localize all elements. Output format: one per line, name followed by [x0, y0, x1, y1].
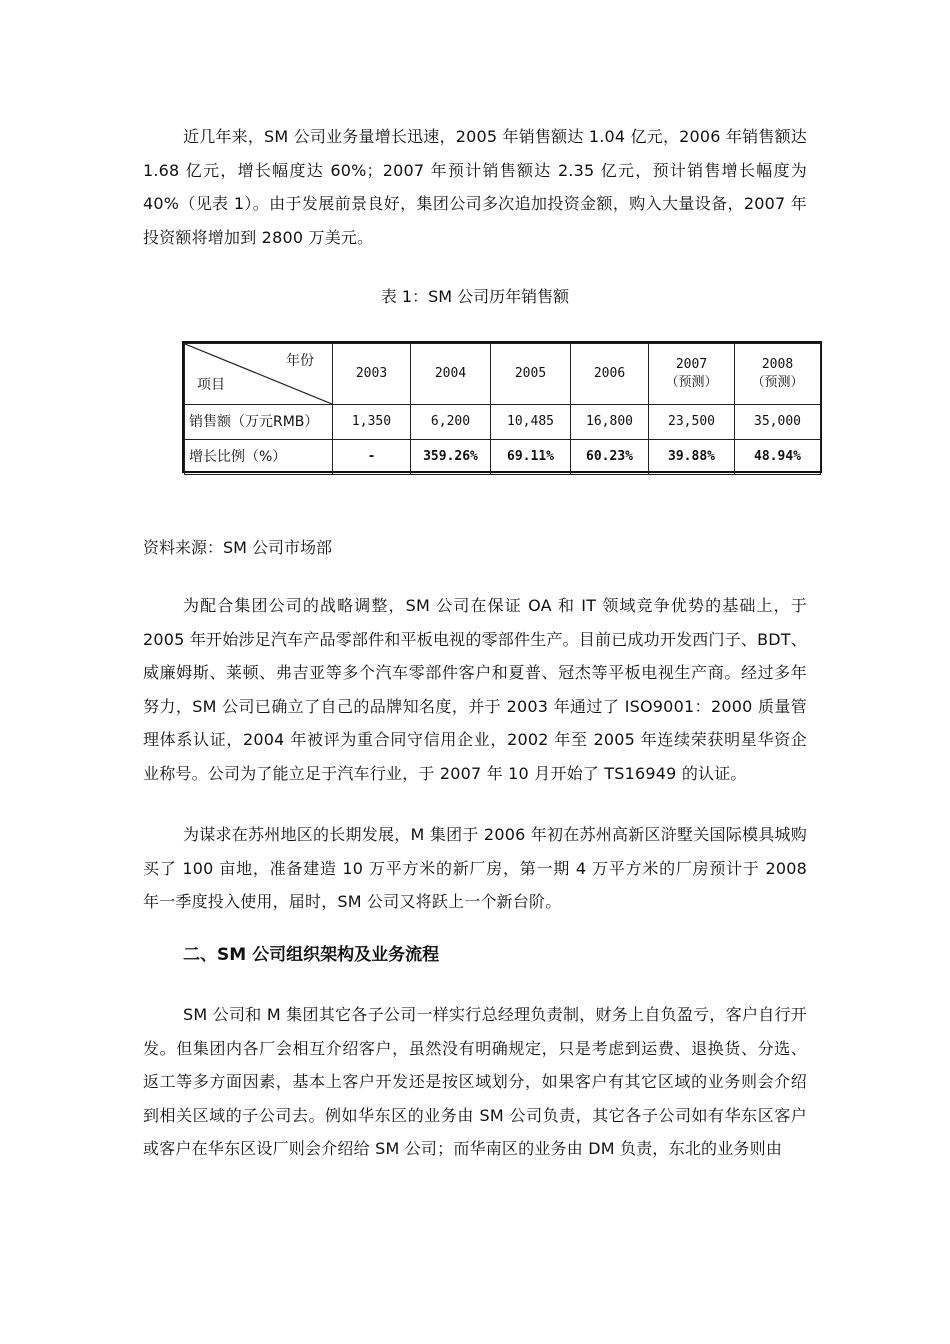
- corner-label-item: 项目: [197, 377, 225, 393]
- sales-cell: 6,200: [411, 405, 491, 440]
- paragraph-sales-growth: 近几年来，SM 公司业务量增长迅速，2005 年销售额达 1.04 亿元，2006 年销售额达 1.68 亿元，增长幅度达 60%；2007 年预计销售额达 2.35 亿元，预计销售增长幅度为 40%（见表 1）。由于发展前景良好，集团公司多次追加投资金额，购入大量设备，2007 年投资额将增加到 2800 万美元。: [143, 127, 807, 247]
- table-row-growth: [185, 440, 821, 475]
- sales-cell: 1,350: [333, 405, 411, 440]
- growth-cell: 39.88%: [649, 440, 735, 475]
- growth-cell: 60.23%: [571, 440, 649, 475]
- row-label-sales: 销售额（万元RMB）: [185, 405, 333, 440]
- year-header: 2003: [333, 344, 411, 405]
- paragraph-expansion: 为谋求在苏州地区的长期发展，M 集团于 2006 年初在苏州高新区浒墅关国际模具城购买了 100 亩地，准备建造 10 万平方米的新厂房，第一期 4 万平方米的厂房预计于 2008 年一季度投入使用，届时，SM 公司又将跃上一个新台阶。: [143, 825, 807, 911]
- sales-table: [182, 341, 822, 473]
- sales-cell: 10,485: [491, 405, 571, 440]
- year-header: 2005: [491, 344, 571, 405]
- year-header-forecast: [649, 344, 735, 405]
- table-corner-cell: [185, 344, 333, 405]
- table-caption: 表 1：SM 公司历年销售额: [380, 287, 570, 306]
- growth-cell: 359.26%: [411, 440, 491, 475]
- growth-cell: 69.11%: [491, 440, 571, 475]
- table-row-sales: [185, 405, 821, 440]
- year-header: 2004: [411, 344, 491, 405]
- row-label-growth: 增长比例（%）: [185, 440, 333, 475]
- sales-cell: 16,800: [571, 405, 649, 440]
- forecast-note: （预测）: [665, 375, 718, 390]
- year-header-forecast: [735, 344, 821, 405]
- paragraph-organization: SM 公司和 M 集团其它各子公司一样实行总经理负责制，财务上自负盈亏，客户自行开发。但集团内各厂会相互介绍客户，虽然没有明确规定，只是考虑到运费、退换货、分选、返工等多方面因素，基本上客户开发还是按区域划分，如果客户有其它区域的业务则会介绍到相关区域的子公司去。例如华东区的业务由 SM 公司负责，其它各子公司如有华东区客户或客户在华东区设厂则会介绍给 SM 公司；而华南区的业务由 DM 负责，东北的业务则由: [143, 1005, 807, 1158]
- data-source-note: 资料来源：SM 公司市场部: [143, 538, 333, 557]
- sales-cell: 23,500: [649, 405, 735, 440]
- forecast-note: （预测）: [751, 375, 804, 390]
- year-label: 2007: [675, 357, 708, 372]
- table-header-row: [185, 344, 821, 405]
- sales-cell: 35,000: [735, 405, 821, 440]
- growth-cell: 48.94%: [735, 440, 821, 475]
- year-label: 2008: [761, 357, 794, 372]
- growth-cell: -: [333, 440, 411, 475]
- paragraph-strategy: 为配合集团公司的战略调整，SM 公司在保证 OA 和 IT 领域竞争优势的基础上，于 2005 年开始涉足汽车产品零部件和平板电视的零部件生产。目前已成功开发西门子、BDT、威廉姆斯、莱顿、弗吉亚等多个汽车零部件客户和夏普、冠杰等平板电视生产商。经过多年努力，SM 公司已确立了自己的品牌知名度，并于 2003 年通过了 ISO9001：2000 质量管理体系认证，2004 年被评为重合同守信用企业，2002 年至 2005 年连续荣获明星华资企业称号。公司为了能立足于汽车行业，于 2007 年 10 月开始了 TS16949 的认证。: [143, 596, 807, 783]
- year-header: 2006: [571, 344, 649, 405]
- section-heading: 二、SM 公司组织架构及业务流程: [183, 945, 440, 965]
- corner-label-year: 年份: [286, 353, 314, 369]
